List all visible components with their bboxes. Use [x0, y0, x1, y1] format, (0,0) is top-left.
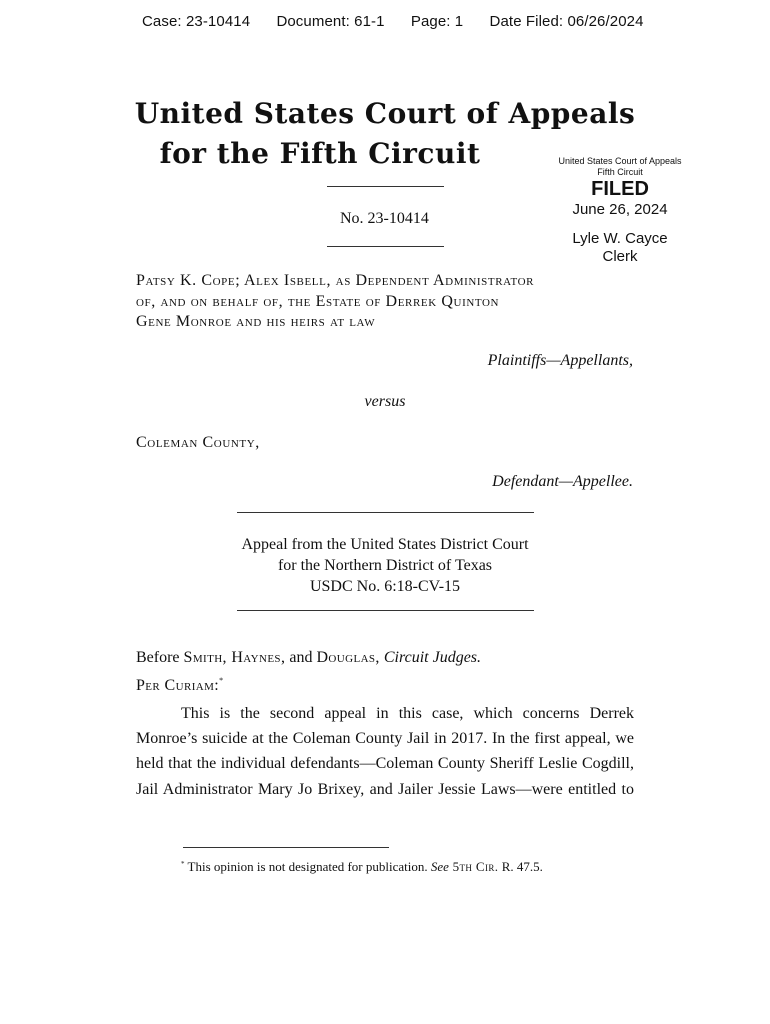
plaintiffs-line2: of, and on behalf of, the Estate of Derrek Quinton: [136, 292, 500, 310]
footnote-mark: *: [181, 860, 185, 868]
case-number: Case: 23-10414: [142, 13, 251, 30]
court-title-line1: United States Court of Appeals: [134, 97, 636, 130]
judge-three: Douglas,: [316, 649, 380, 666]
footnote-marker[interactable]: *: [219, 676, 224, 685]
plaintiffs-role: Plaintiffs—Appellants,: [487, 352, 633, 369]
footnote: [181, 859, 543, 875]
footnote-rule-sc: 5th Cir.: [448, 859, 499, 874]
defendant-name: Coleman County,: [136, 434, 260, 451]
judges-title: Circuit Judges.: [379, 649, 482, 666]
clerk-title: Clerk: [602, 248, 638, 265]
clerk-name: Lyle W. Cayce: [572, 230, 668, 247]
plaintiffs-caption: [136, 271, 636, 333]
appeal-info: [0, 534, 770, 597]
page-number: Page: 1: [410, 13, 464, 30]
clerk-block: [555, 230, 685, 266]
opinion-line: This is the second appeal in this case, which concerns Derrek: [181, 705, 634, 722]
court-title-line2: for the Fifth Circuit: [159, 137, 481, 170]
judges-names: Smith, Haynes,: [183, 649, 286, 666]
appeal-line3: USDC No. 6:18-CV-15: [309, 578, 461, 595]
case-header: [142, 13, 666, 30]
appeal-line2: for the Northern District of Texas: [277, 557, 493, 574]
filed-date: June 26, 2024: [572, 201, 668, 218]
docket-number: No. 23-10414: [340, 210, 429, 227]
footnote-text: This opinion is not designated for publication.: [184, 859, 431, 874]
stamp-court-line1: United States Court of Appeals: [558, 156, 682, 166]
footnote-see: See: [430, 859, 449, 874]
opinion-line: held that the individual defendants—Coleman County Sheriff Leslie Cogdill,: [136, 755, 634, 773]
appeal-divider-bottom: [237, 610, 534, 611]
stamp-court-line2: Fifth Circuit: [597, 167, 643, 177]
date-filed: Date Filed: 06/26/2024: [489, 13, 644, 30]
footnote-rule-end: R. 47.5.: [498, 859, 543, 874]
divider-bottom: [327, 246, 444, 247]
appeal-line1: Appeal from the United States District Court: [241, 536, 529, 553]
per-curiam: [136, 676, 223, 695]
appeal-divider-top: [237, 512, 534, 513]
opinion-line: Monroe’s suicide at the Coleman County Jail in 2017. In the first appeal, we: [136, 730, 634, 748]
plaintiffs-line1: Patsy K. Cope; Alex Isbell, as Dependent Administrator: [136, 272, 535, 289]
per-curiam-label: Per Curiam:: [136, 677, 220, 694]
before-prefix: Before: [136, 649, 184, 666]
filed-label: FILED: [591, 178, 649, 200]
panel-line: [136, 649, 481, 667]
footnote-divider: [183, 847, 389, 848]
plaintiffs-line3: Gene Monroe and his heirs at law: [136, 313, 376, 330]
defendant-role: Defendant—Appellee.: [492, 473, 633, 490]
before-and: and: [285, 649, 317, 666]
filed-stamp-court: [555, 156, 685, 178]
opinion-line: Jail Administrator Mary Jo Brixey, and Jailer Jessie Laws—were entitled to: [136, 780, 634, 798]
versus: versus: [364, 393, 406, 410]
document-number: Document: 61-1: [276, 13, 385, 30]
opinion-text: [136, 701, 634, 802]
divider-top: [327, 186, 444, 187]
